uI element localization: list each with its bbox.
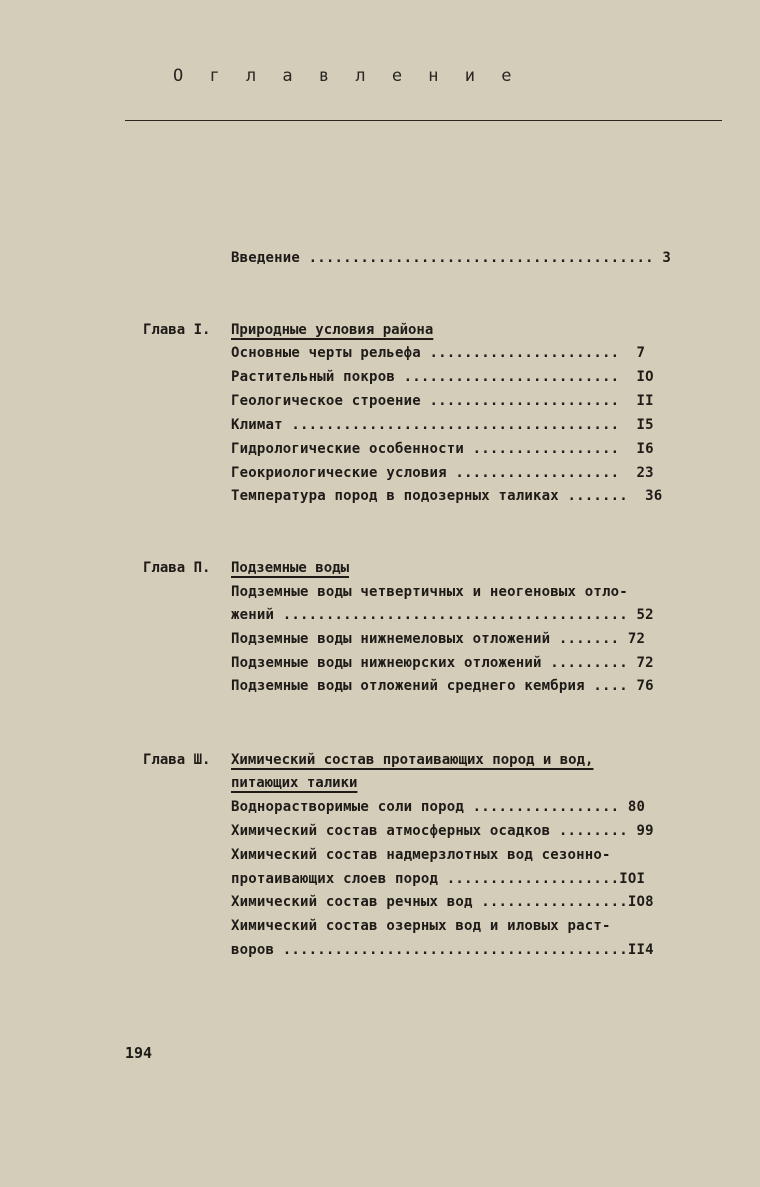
toc-entry: Подземные воды нижнеюрских отложений ......... 72	[231, 655, 654, 671]
toc-entry: Температура пород в подозерных таликах ....... 36	[231, 488, 663, 504]
page-heading: О г л а в л е н и е	[173, 66, 520, 86]
toc-entry: Геологическое строение ...................... II	[231, 393, 654, 409]
chapter-label: Глава Ш.	[143, 752, 211, 768]
toc-entry: воров ........................................II4	[231, 942, 654, 958]
chapter-label: Глава П.	[143, 560, 211, 576]
toc-entry: Химический состав озерных вод и иловых раст-	[231, 918, 611, 934]
page-number: 194	[125, 1044, 153, 1062]
toc-entry: Химический состав надмерзлотных вод сезонно-	[231, 847, 611, 863]
toc-entry: Подземные воды отложений среднего кембрия .... 76	[231, 678, 654, 694]
toc-entry-intro: Введение ........................................ 3	[231, 250, 672, 266]
toc-entry: Химический состав речных вод .................IO8	[231, 894, 654, 910]
toc-entry: Воднорастворимые соли пород ................. 80	[231, 799, 646, 815]
toc-entry: протаивающих слоев пород ....................IOI	[231, 871, 646, 887]
toc-entry: Геокриологические условия ................... 23	[231, 465, 654, 481]
toc-entry: Климат ...................................... I5	[231, 417, 654, 433]
toc-entry: Гидрологические особенности ................. I6	[231, 441, 654, 457]
chapter-title: Природные условия района	[231, 322, 434, 338]
chapter-title-continued: питающих талики	[231, 775, 358, 791]
toc-entry: Подземные воды четвертичных и неогеновых отло-	[231, 584, 628, 600]
toc-entry: Подземные воды нижнемеловых отложений ....... 72	[231, 631, 646, 647]
toc-entry: Химический состав атмосферных осадков ........ 99	[231, 823, 654, 839]
chapter-title: Подземные воды	[231, 560, 350, 576]
heading-rule	[125, 120, 722, 121]
toc-entry: жений ........................................ 52	[231, 607, 654, 623]
toc-entry: Основные черты рельефа ...................... 7	[231, 345, 646, 361]
toc-entry: Растительный покров ......................... IO	[231, 369, 654, 385]
chapter-title: Химический состав протаивающих пород и вод,	[231, 752, 594, 768]
chapter-label: Глава I.	[143, 322, 211, 338]
